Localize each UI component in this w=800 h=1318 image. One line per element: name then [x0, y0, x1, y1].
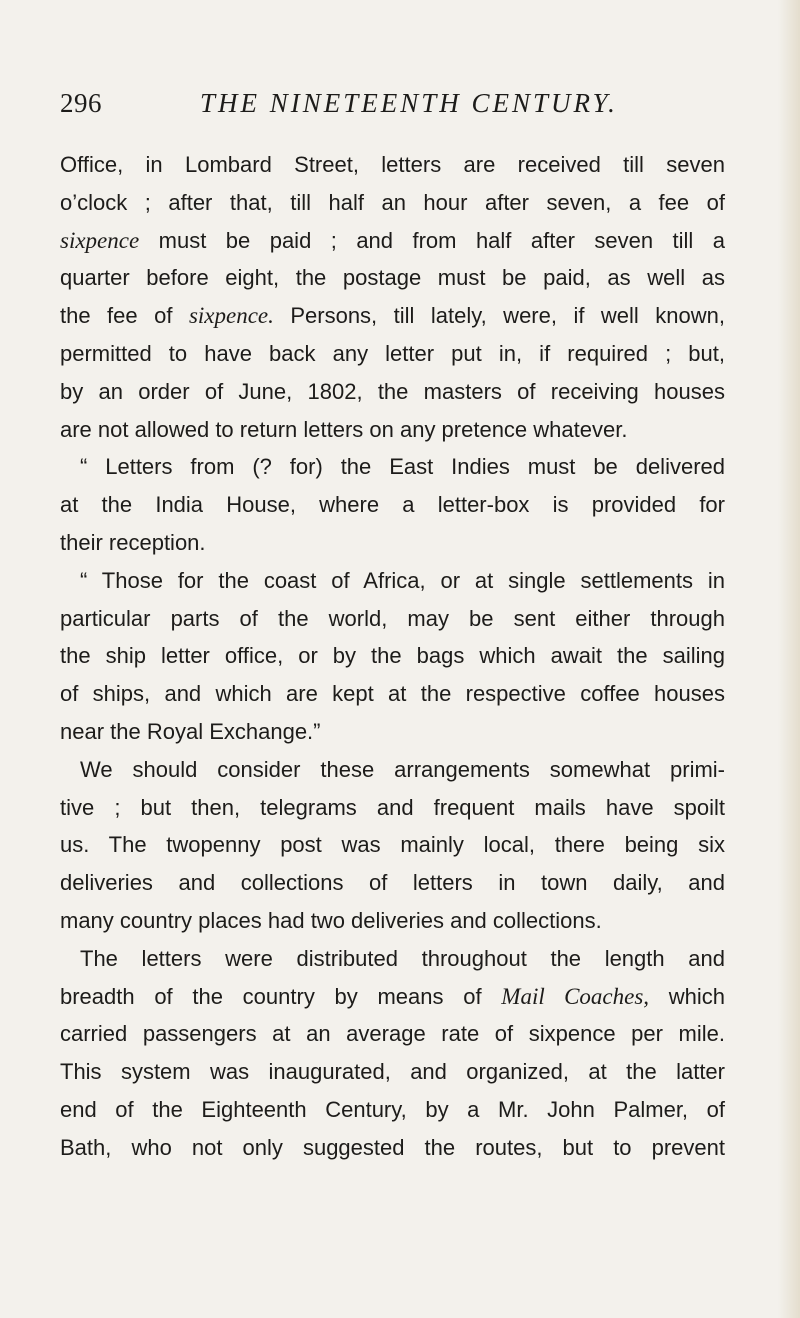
text-line: near the Royal Exchange.”: [60, 718, 321, 744]
italic-word: sixpence.: [188, 303, 274, 329]
text-segment: Persons, till lately, were, if well known,: [273, 303, 725, 329]
text-line: Office, in Lombard Street, letters are received till seven: [60, 152, 725, 177]
text-line: their reception.: [60, 529, 206, 555]
italic-word: Mail Coaches,: [501, 983, 650, 1009]
text-segment: which: [649, 983, 726, 1009]
text-line: [60, 222, 725, 260]
text-line: permitted to have back any letter put in, if required ; but,: [60, 340, 725, 366]
page-edge-shadow: [778, 0, 800, 1318]
text-line: “ Those for the coast of Africa, or at single settlements in: [80, 567, 725, 593]
text-line: of ships, and which are kept at the respective coffee houses: [60, 681, 725, 707]
text-line: us. The twopenny post was mainly local, there being six: [60, 832, 725, 858]
text-line: are not allowed to return letters on any pretence whatever.: [60, 416, 628, 442]
text-segment: the fee of: [60, 303, 189, 329]
text-segment: must be paid ; and from half after seven till a: [139, 227, 725, 253]
text-line: quarter before eight, the postage must be paid, as well as: [60, 265, 725, 291]
text-line: [60, 297, 725, 335]
text-line: carried passengers at an average rate of sixpence per mile.: [60, 1021, 725, 1047]
body-text: [60, 146, 725, 1167]
text-line: deliveries and collections of letters in town daily, and: [60, 870, 725, 896]
text-line: by an order of June, 1802, the masters of receiving houses: [60, 378, 725, 404]
text-line: many country places had two deliveries and collections.: [60, 907, 602, 933]
text-line: This system was inaugurated, and organized, at the latter: [60, 1059, 725, 1085]
text-line: [60, 978, 725, 1016]
text-line: end of the Eighteenth Century, by a Mr. John Palmer, of: [60, 1096, 725, 1122]
text-line: Bath, who not only suggested the routes, but to prevent: [60, 1134, 725, 1160]
text-segment: breadth of the country by means of: [60, 983, 502, 1009]
italic-word: sixpence: [60, 227, 140, 253]
text-line: The letters were distributed throughout the length and: [80, 945, 725, 971]
running-title: THE NINETEENTH CENTURY.: [200, 88, 618, 118]
text-line: o’clock ; after that, till half an hour after seven, a fee of: [60, 189, 725, 215]
text-line: particular parts of the world, may be sent either through: [60, 605, 725, 631]
text-line: “ Letters from (? for) the East Indies must be delivered: [80, 454, 725, 480]
page-header: [60, 88, 740, 128]
text-line: the ship letter office, or by the bags which await the sailing: [60, 643, 725, 669]
text-line: at the India House, where a letter-box is provided for: [60, 492, 725, 518]
text-line: tive ; but then, telegrams and frequent mails have spoilt: [60, 794, 725, 820]
text-line: We should consider these arrangements somewhat primi-: [80, 756, 725, 782]
page-number: 296: [60, 88, 102, 118]
